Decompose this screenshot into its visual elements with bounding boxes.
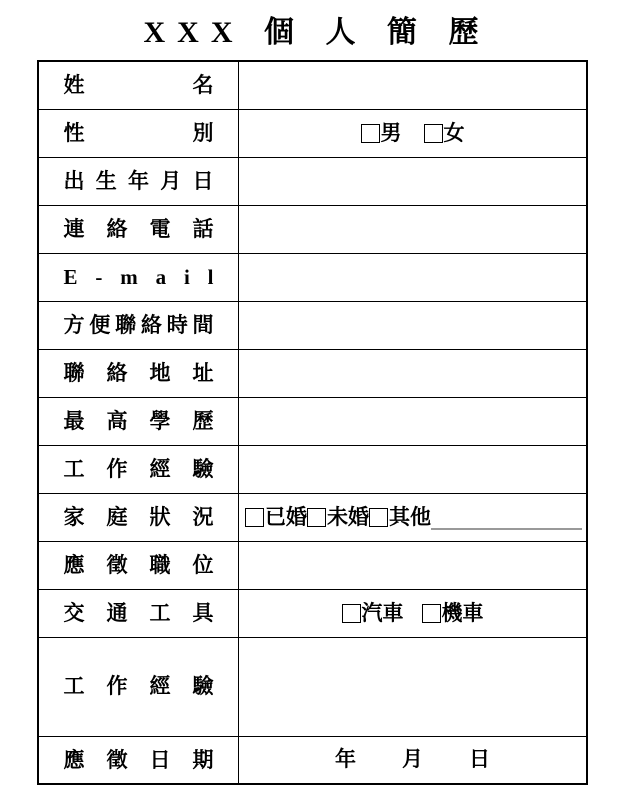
label-email-cell	[38, 253, 239, 301]
value-work-experience-detail-cell[interactable]	[239, 637, 588, 736]
table-row-work-experience-detail	[38, 637, 587, 736]
date-month-label: 月	[402, 747, 423, 772]
label-education-cell	[38, 397, 239, 445]
label-family-status-cell	[38, 493, 239, 541]
gender-option-female	[424, 120, 465, 145]
label-birthdate: 出 生 年 月 日	[63, 168, 214, 193]
value-address-cell[interactable]	[239, 349, 588, 397]
checkbox-married[interactable]	[245, 508, 264, 527]
value-contact-time-cell[interactable]	[239, 301, 588, 349]
label-work-experience: 工 作 經 驗	[63, 456, 214, 481]
checkbox-male[interactable]	[361, 124, 380, 143]
motorcycle-label: 機車	[441, 600, 484, 625]
table-row-apply-date	[38, 736, 587, 784]
value-transportation-cell[interactable]	[239, 589, 588, 637]
value-birthdate-cell[interactable]	[239, 157, 588, 205]
label-phone: 連 絡 電 話	[63, 216, 214, 241]
date-year-label: 年	[335, 747, 356, 772]
table-row-work-experience	[38, 445, 587, 493]
label-email: E - m a i l	[63, 264, 214, 289]
checkbox-other[interactable]	[369, 508, 388, 527]
family-option-other	[369, 504, 431, 529]
checkbox-female[interactable]	[424, 124, 443, 143]
label-position: 應 徵 職 位	[63, 552, 214, 577]
table-row-gender	[38, 109, 587, 157]
label-work-experience-detail-cell	[38, 637, 239, 736]
label-contact-time: 方便聯絡時間	[63, 312, 214, 337]
label-phone-cell	[38, 205, 239, 253]
transport-option-motorcycle	[422, 600, 484, 625]
label-address-cell	[38, 349, 239, 397]
gender-option-male	[361, 120, 402, 145]
page-title: XXX 個 人 簡 歷	[143, 16, 491, 49]
table-row-address	[38, 349, 587, 397]
resume-table	[37, 60, 588, 785]
value-gender-cell[interactable]	[239, 109, 588, 157]
label-contact-time-cell	[38, 301, 239, 349]
table-row-contact-time	[38, 301, 587, 349]
label-gender-cell	[38, 109, 239, 157]
date-day-label: 日	[469, 747, 490, 772]
unmarried-label: 未婚	[327, 504, 369, 529]
family-status-options	[239, 505, 586, 530]
table-row-position	[38, 541, 587, 589]
family-option-unmarried	[307, 504, 369, 529]
married-label: 已婚	[265, 504, 307, 529]
checkbox-unmarried[interactable]	[307, 508, 326, 527]
value-family-status-cell[interactable]	[239, 493, 588, 541]
female-label: 女	[443, 120, 465, 145]
other-blank-line[interactable]	[431, 505, 582, 530]
value-apply-date-cell[interactable]	[239, 736, 588, 784]
table-row-email	[38, 253, 587, 301]
label-apply-date: 應 徵 日 期	[63, 747, 214, 772]
label-family-status: 家 庭 狀 況	[63, 504, 214, 529]
apply-date-parts	[239, 749, 586, 770]
label-name-cell	[38, 61, 239, 109]
checkbox-car[interactable]	[342, 604, 361, 623]
value-phone-cell[interactable]	[239, 205, 588, 253]
table-row-transportation	[38, 589, 587, 637]
value-name-cell[interactable]	[239, 61, 588, 109]
other-label: 其他	[389, 504, 431, 529]
value-education-cell[interactable]	[239, 397, 588, 445]
label-name: 姓 名	[63, 73, 214, 98]
label-address: 聯 絡 地 址	[63, 360, 214, 385]
table-row-phone	[38, 205, 587, 253]
value-email-cell[interactable]	[239, 253, 588, 301]
male-label: 男	[380, 120, 402, 145]
table-row-family-status	[38, 493, 587, 541]
table-row-name	[38, 61, 587, 109]
label-position-cell	[38, 541, 239, 589]
gender-options	[239, 120, 586, 145]
label-work-experience-cell	[38, 445, 239, 493]
value-work-experience-cell[interactable]	[239, 445, 588, 493]
family-option-married	[245, 504, 307, 529]
table-row-education	[38, 397, 587, 445]
transport-option-car	[342, 600, 404, 625]
label-transportation-cell	[38, 589, 239, 637]
label-gender: 性 別	[63, 120, 214, 145]
label-transportation: 交 通 工 具	[63, 600, 214, 625]
table-row-birthdate	[38, 157, 587, 205]
label-apply-date-cell	[38, 736, 239, 784]
checkbox-motorcycle[interactable]	[422, 604, 441, 623]
label-work-experience-detail: 工 作 經 驗	[63, 674, 214, 699]
label-education: 最 高 學 歷	[63, 408, 214, 433]
label-birthdate-cell	[38, 157, 239, 205]
value-position-cell[interactable]	[239, 541, 588, 589]
car-label: 汽車	[361, 600, 404, 625]
transportation-options	[239, 600, 586, 625]
